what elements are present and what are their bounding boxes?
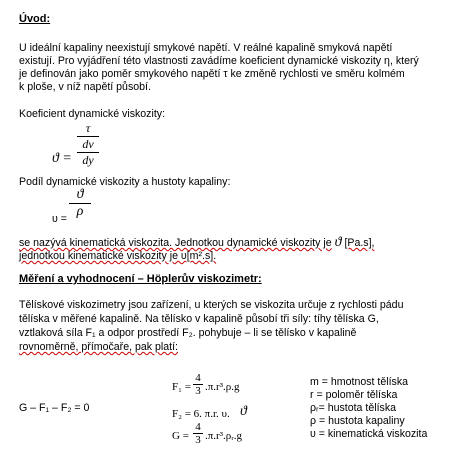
f1-numerator: 4	[195, 372, 201, 384]
equation-2-lhs: υ =	[52, 213, 67, 225]
equation-1-lhs: ϑ =	[52, 151, 72, 166]
legend-item-radius: r = poloměr tělíska	[310, 389, 398, 401]
intro-paragraph-line-4: k ploše, v níž napětí působí.	[19, 81, 151, 93]
f1-denominator: 3	[195, 385, 201, 397]
g-rhs: .π.r³.ρᵣ.g	[205, 430, 243, 442]
equilibrium-equation: G – F₁ – F₂ = 0	[19, 402, 90, 414]
equation-2-fraction	[69, 187, 91, 220]
intro-paragraph-line-2: existují. Pro vyjádření této vlastnosti zavádíme koeficient dynamické viskozity η, který	[19, 55, 419, 67]
ratio-label: Podíl dynamické viskozity a hustoty kapaliny:	[19, 176, 231, 188]
f1-fraction	[193, 372, 203, 397]
f1-lhs: F₁ =	[172, 381, 191, 393]
dynamic-viscosity-unit: [Pa.s],	[344, 237, 375, 249]
equation-2-denominator: ρ	[76, 204, 84, 219]
equation-1-fraction	[77, 121, 99, 168]
method-paragraph-line-1: Tělískové viskozimetry jsou zařízení, u kterých se viskozita určuje z rychlosti pádu	[19, 299, 404, 311]
legend-item-kinematic-viscosity: υ = kinematická viskozita	[310, 428, 428, 440]
f1-rhs: .π.r³.ρ.g	[205, 381, 240, 393]
intro-paragraph-line-1: U ideální kapaliny neexistují smykové napětí. V reálné kapalině smyková napětí	[19, 42, 393, 54]
equation-1-dv: dv	[77, 137, 99, 153]
dynamic-viscosity-symbol: ϑ	[334, 235, 342, 250]
method-paragraph-line-2: tělíska v měřené kapalině. Na tělísko v kapalině působí tři síly: tíhy tělíska G,	[19, 313, 379, 325]
intro-paragraph-line-3: je definován jako poměr smykového napětí τ ke změně rychlosti ve směru kolmém	[19, 68, 405, 80]
legend-item-mass: m = hmotnost tělíska	[310, 376, 409, 388]
equation-1-numerator: τ	[85, 121, 91, 135]
intro-heading: Úvod:	[19, 13, 51, 25]
f2-viscosity-symbol: ϑ	[240, 404, 247, 419]
legend-item-liquid-density: ρ = hustota kapaliny	[310, 415, 405, 427]
kinematic-sentence: se nazývá kinematická viskozita. Jednotkou dynamické viskozity je	[19, 237, 332, 249]
g-fraction	[193, 421, 203, 446]
g-lhs: G =	[172, 430, 189, 442]
coefficient-label: Koeficient dynamické viskozity:	[19, 108, 166, 120]
method-paragraph-line-3: vztlaková síla F₁ a odpor prostředí F₂. pohybuje – li se tělísko v kapalině	[19, 327, 357, 339]
legend-item-body-density: ρᵣ= hustota tělíska	[310, 402, 397, 414]
kinematic-text-line-2: jednotkou kinematické viskozity je υ[m².s].	[19, 250, 217, 262]
equation-2-numerator: ϑ	[76, 187, 84, 202]
g-denominator: 3	[195, 434, 201, 446]
f2-equation: F₂ = 6. π.r. υ.	[172, 408, 230, 420]
kinematic-text-line-1	[19, 236, 374, 250]
method-heading: Měření a vyhodnocení – Höplerův viskozimetr:	[19, 273, 262, 285]
equation-1-dy: dy	[82, 153, 94, 167]
method-paragraph-line-4: rovnoměrně, přímočaře, pak platí:	[19, 341, 178, 353]
g-numerator: 4	[195, 421, 201, 433]
